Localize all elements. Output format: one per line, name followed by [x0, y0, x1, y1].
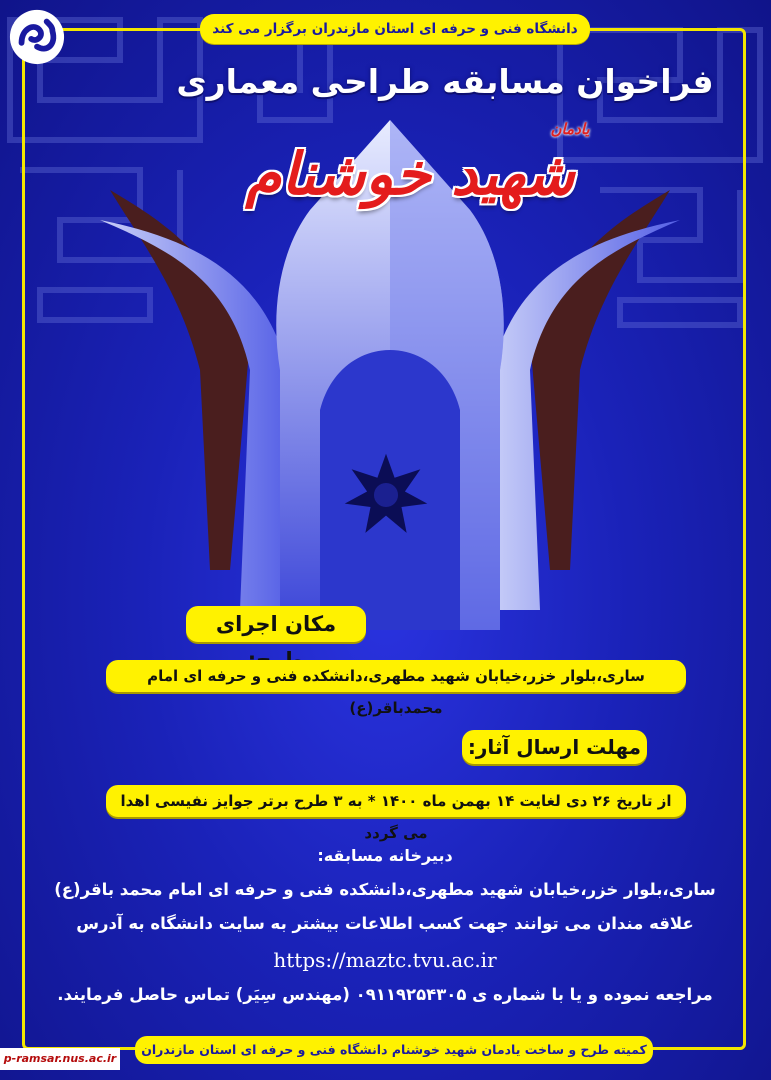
memorial-subtitle: یادمان: [550, 120, 590, 138]
organizer-banner: دانشگاه فنی و حرفه ای استان مازندران برگزار می کند: [200, 14, 590, 44]
contact-text: مراجعه نموده و یا با شماره ی ۰۹۱۱۹۲۵۴۳۰۵ (مهندس سِیَر) تماس حاصل فرمایند.: [57, 985, 713, 1004]
deadline-text: از تاریخ ۲۶ دی لغایت ۱۴ بهمن ماه ۱۴۰۰ * به ۳ طرح برتر جوایز نفیسی اهدا می گردد: [106, 785, 686, 817]
committee-banner: کمیته طرح و ساخت یادمان شهید خوشنام دانشگاه فنی و حرفه ای استان مازندران: [135, 1036, 653, 1064]
tvu-logo-icon: [8, 8, 66, 66]
secretariat-info: علاقه مندان می توانند جهت کسب اطلاعات بیشتر به سایت دانشگاه به آدرس: [76, 914, 694, 933]
secretariat-address: ساری،بلوار خزر،خیابان شهید مطهری،دانشکده فنی و حرفه ای امام محمد باقر(ع): [54, 880, 716, 899]
site-watermark: p-ramsar.nus.ac.ir: [0, 1048, 120, 1070]
location-heading: مکان اجرای: [186, 606, 366, 642]
page-title: فراخوان مسابقه طراحی معماری: [176, 62, 714, 101]
website-link[interactable]: https://maztc.tvu.ac.ir: [273, 948, 497, 972]
location-text: ساری،بلوار خزر،خیابان شهید مطهری،دانشکده فنی و حرفه ای امام محمدباقر(ع): [106, 660, 686, 692]
martyr-name: شهید خوشنام: [245, 140, 575, 208]
deadline-heading: مهلت ارسال آثار:: [462, 730, 647, 764]
secretariat-heading: دبیرخانه مسابقه:: [317, 846, 453, 865]
